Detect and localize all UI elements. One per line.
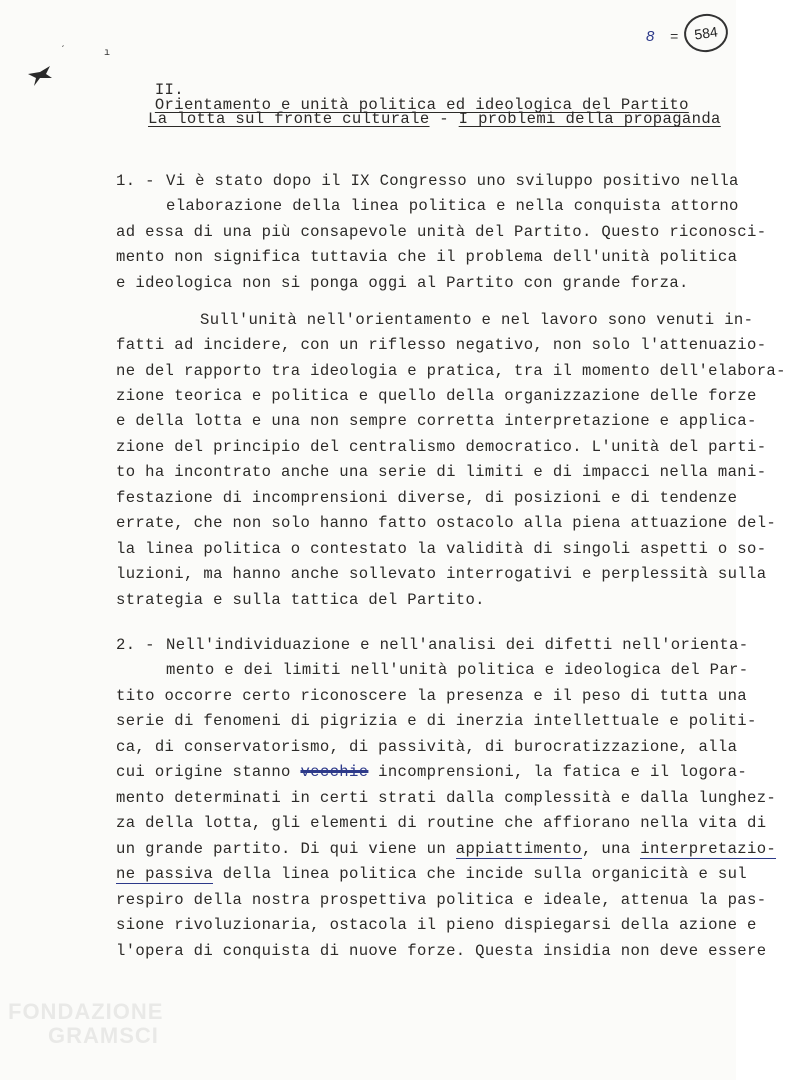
ink-speck: ı bbox=[104, 48, 111, 59]
underlined-word: interpretazio- bbox=[640, 840, 777, 858]
paragraph-line: serie di fenomeni di pigrizia e di inerzia intellettuale e politi- bbox=[116, 712, 757, 730]
underlined-word: appiattimento bbox=[455, 840, 582, 858]
paragraph-line: strategia e sulla tattica del Partito. bbox=[116, 591, 485, 609]
paragraph-line: mento e dei limiti nell'unità politica e ideologica del Par- bbox=[166, 661, 749, 679]
heading-subtitle bbox=[148, 112, 721, 128]
paragraph-line: respiro della nostra prospettiva politica e ideale, attenua la pas- bbox=[116, 891, 767, 909]
paragraph-line: zione teorica e politica e quello della organizzazione delle forze bbox=[116, 387, 757, 405]
section-1-number: 1. - bbox=[116, 172, 155, 190]
paragraph-line bbox=[116, 867, 747, 883]
paragraph-line: elaborazione della linea politica e nella conquista attorno bbox=[166, 197, 739, 215]
paragraph-line bbox=[116, 765, 747, 781]
punch-hole-mark bbox=[26, 64, 56, 97]
line-text: , una bbox=[581, 840, 641, 858]
subtitle-part-b: I problemi della propaganda bbox=[458, 110, 721, 128]
paragraph-line bbox=[116, 842, 776, 858]
paragraph-line: la linea politica o contestato la validità di singoli aspetti o so- bbox=[116, 540, 767, 558]
ink-speck: ˏ bbox=[60, 38, 67, 49]
section-2-number: 2. - bbox=[116, 636, 155, 654]
page-number: 584 bbox=[693, 23, 719, 43]
paragraph-line: Vi è stato dopo il IX Congresso uno sviluppo positivo nella bbox=[166, 172, 739, 190]
punch-hole-icon bbox=[26, 64, 56, 92]
line-text: cui origine stanno bbox=[116, 763, 301, 781]
paragraph-line: za della lotta, gli elementi di routine che affiorano nella vita di bbox=[116, 814, 767, 832]
watermark-line: FONDAZIONE bbox=[8, 999, 164, 1024]
paragraph-line: luzioni, ma hanno anche sollevato interrogativi e perplessità sulla bbox=[116, 565, 767, 583]
paragraph-line: tito occorre certo riconoscere la presenza e il peso di tutta una bbox=[116, 687, 748, 705]
line-text: un grande partito. Di qui viene un bbox=[116, 840, 456, 858]
paragraph-line: mento non significa tuttavia che il problema dell'unità politica bbox=[116, 248, 738, 266]
paragraph-line: errate, che non solo hanno fatto ostacolo alla piena attuazione del- bbox=[116, 514, 777, 532]
paragraph-line: sione rivoluzionaria, ostacola il pieno dispiegarsi della azione e bbox=[116, 916, 757, 934]
paragraph-line: ad essa di una più consapevole unità del Partito. Questo riconosci- bbox=[116, 223, 767, 241]
struck-word: vecchie bbox=[300, 763, 369, 781]
line-text: incomprensioni, la fatica e il logora- bbox=[368, 763, 748, 781]
paragraph-line: ca, di conservatorismo, di passività, di burocratizzazione, alla bbox=[116, 738, 738, 756]
paragraph-line: e della lotta e una non sempre corretta interpretazione e applica- bbox=[116, 412, 757, 430]
heading-title: Orientamento e unità politica ed ideologica del Partito bbox=[154, 96, 689, 115]
archive-watermark bbox=[8, 1000, 208, 1080]
paragraph-line: l'opera di conquista di nuove forze. Questa insidia non deve essere bbox=[116, 942, 767, 960]
paragraph-line: Sull'unità nell'orientamento e nel lavoro sono venuti in- bbox=[200, 311, 754, 329]
paragraph-line: to ha incontrato anche una serie di limiti e di impacci nella mani- bbox=[116, 463, 767, 481]
subtitle-separator: - bbox=[429, 110, 459, 128]
subtitle-part-a: La lotta sul fronte culturale bbox=[148, 110, 430, 128]
watermark-line: GRAMSCI bbox=[48, 1023, 159, 1048]
paragraph-line: zione del principio del centralismo democratico. L'unità del parti- bbox=[116, 438, 767, 456]
heading-number: II. bbox=[154, 80, 184, 99]
page-number-stamp bbox=[682, 11, 731, 55]
paragraph-line: fatti ad incidere, con un riflesso negativo, non solo l'attenuazio- bbox=[116, 336, 767, 354]
line-text: della linea politica che incide sulla organicità e sul bbox=[213, 865, 748, 883]
page-code: 8 bbox=[646, 28, 655, 45]
paragraph-line: Nell'individuazione e nell'analisi dei difetti nell'orienta- bbox=[166, 636, 749, 654]
paragraph-line: festazione di incomprensioni diverse, di posizioni e di tendenze bbox=[116, 489, 738, 507]
page-equals: = bbox=[670, 30, 679, 46]
paragraph-line: mento determinati in certi strati dalla complessità e dalla lunghez- bbox=[116, 789, 777, 807]
paragraph-line: e ideologica non si ponga oggi al Partito con grande forza. bbox=[116, 274, 689, 292]
underlined-word: ne passiva bbox=[116, 865, 214, 883]
paragraph-line: ne del rapporto tra ideologia e pratica, tra il momento dell'elabora- bbox=[116, 362, 786, 380]
